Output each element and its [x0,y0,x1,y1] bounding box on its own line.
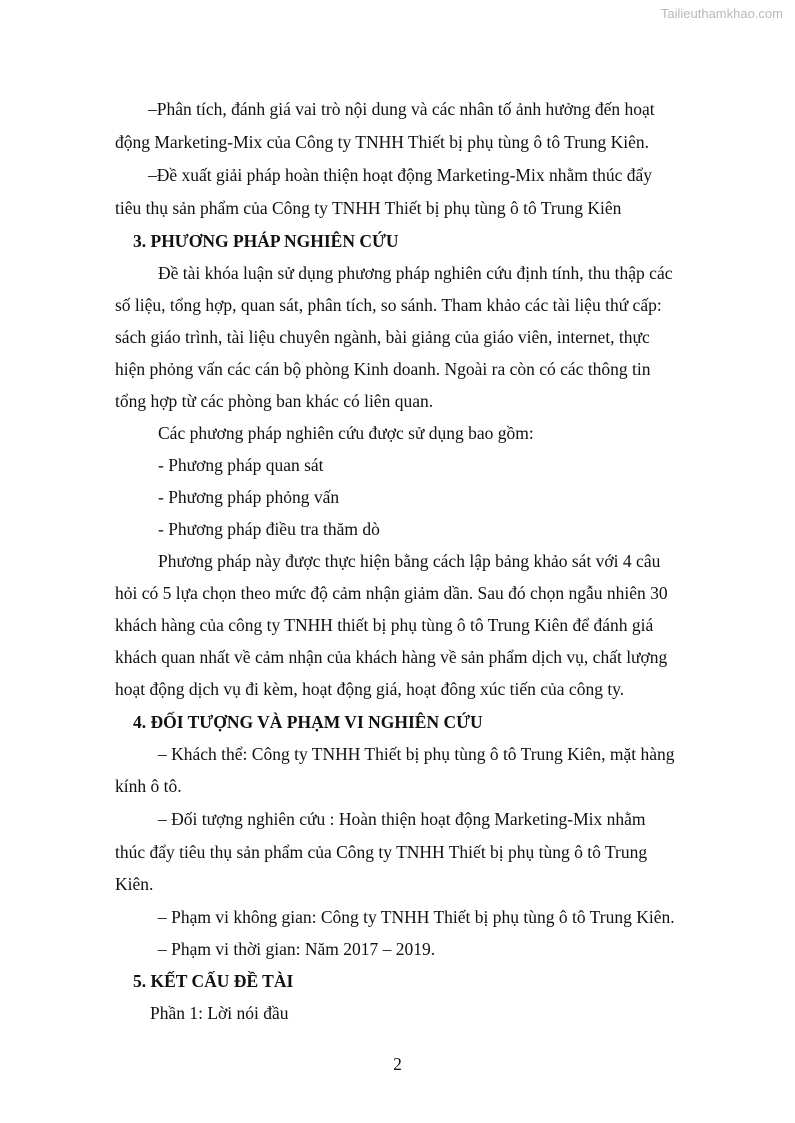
watermark: Tailieuthamkhao.com [660,6,783,21]
text-line: –Phân tích, đánh giá vai trò nội dung và các nhân tố ảnh hưởng đến hoạt [148,99,655,119]
text-line: – Phạm vi không gian: Công ty TNHH Thiết bị phụ tùng ô tô Trung Kiên. [158,907,675,927]
list-item: - Phương pháp phỏng vấn [158,487,340,507]
text-line: Kiên. [115,874,154,894]
text-line: số liệu, tổng hợp, quan sát, phân tích, so sánh. Tham khảo các tài liệu thứ cấp: [115,295,662,315]
text-line: –Đề xuất giải pháp hoàn thiện hoạt động Marketing-Mix nhằm thúc đẩy [148,165,652,185]
section-heading: 5. KẾT CẤU ĐỀ TÀI [133,971,294,991]
text-line: thúc đẩy tiêu thụ sản phẩm của Công ty TNHH Thiết bị phụ tùng ô tô Trung [115,842,648,862]
text-line: sách giáo trình, tài liệu chuyên ngành, bài giảng của giáo viên, internet, thực [115,327,650,347]
text-line: Đề tài khóa luận sử dụng phương pháp nghiên cứu định tính, thu thập các [158,263,673,283]
text-line: Phần 1: Lời nói đầu [150,1003,289,1023]
text-line: tiêu thụ sản phẩm của Công ty TNHH Thiết bị phụ tùng ô tô Trung Kiên [115,198,622,218]
section-heading: 3. PHƯƠNG PHÁP NGHIÊN CỨU [133,231,399,251]
text-line: – Khách thể: Công ty TNHH Thiết bị phụ tùng ô tô Trung Kiên, mặt hàng [158,744,675,764]
list-item: - Phương pháp quan sát [158,455,324,475]
text-line: động Marketing-Mix của Công ty TNHH Thiết bị phụ tùng ô tô Trung Kiên. [115,132,650,152]
text-line: Các phương pháp nghiên cứu được sử dụng bao gồm: [158,423,534,443]
text-line: – Đối tượng nghiên cứu : Hoàn thiện hoạt động Marketing-Mix nhằm [158,809,646,829]
text-line: khách quan nhất về cảm nhận của khách hàng về sản phẩm dịch vụ, chất lượng [115,647,668,667]
text-line: kính ô tô. [115,776,182,796]
text-line: hỏi có 5 lựa chọn theo mức độ cảm nhận giảm dần. Sau đó chọn ngẫu nhiên 30 [115,583,668,603]
section-heading: 4. ĐỐI TƯỢNG VÀ PHẠM VI NGHIÊN CỨU [133,712,483,732]
text-line: Phương pháp này được thực hiện bằng cách lập bảng khảo sát với 4 câu [158,551,661,571]
page-number: 2 [393,1054,402,1074]
text-line: tổng hợp từ các phòng ban khác có liên quan. [115,391,434,411]
text-line: khách hàng của công ty TNHH thiết bị phụ tùng ô tô Trung Kiên để đánh giá [115,615,654,635]
text-line: hiện phỏng vấn các cán bộ phòng Kinh doanh. Ngoài ra còn có các thông tin [115,359,651,379]
text-line: – Phạm vi thời gian: Năm 2017 – 2019. [158,939,436,959]
list-item: - Phương pháp điều tra thăm dò [158,519,380,539]
text-line: hoạt động dịch vụ đi kèm, hoạt động giá, hoạt đông xúc tiến của công ty. [115,679,625,699]
